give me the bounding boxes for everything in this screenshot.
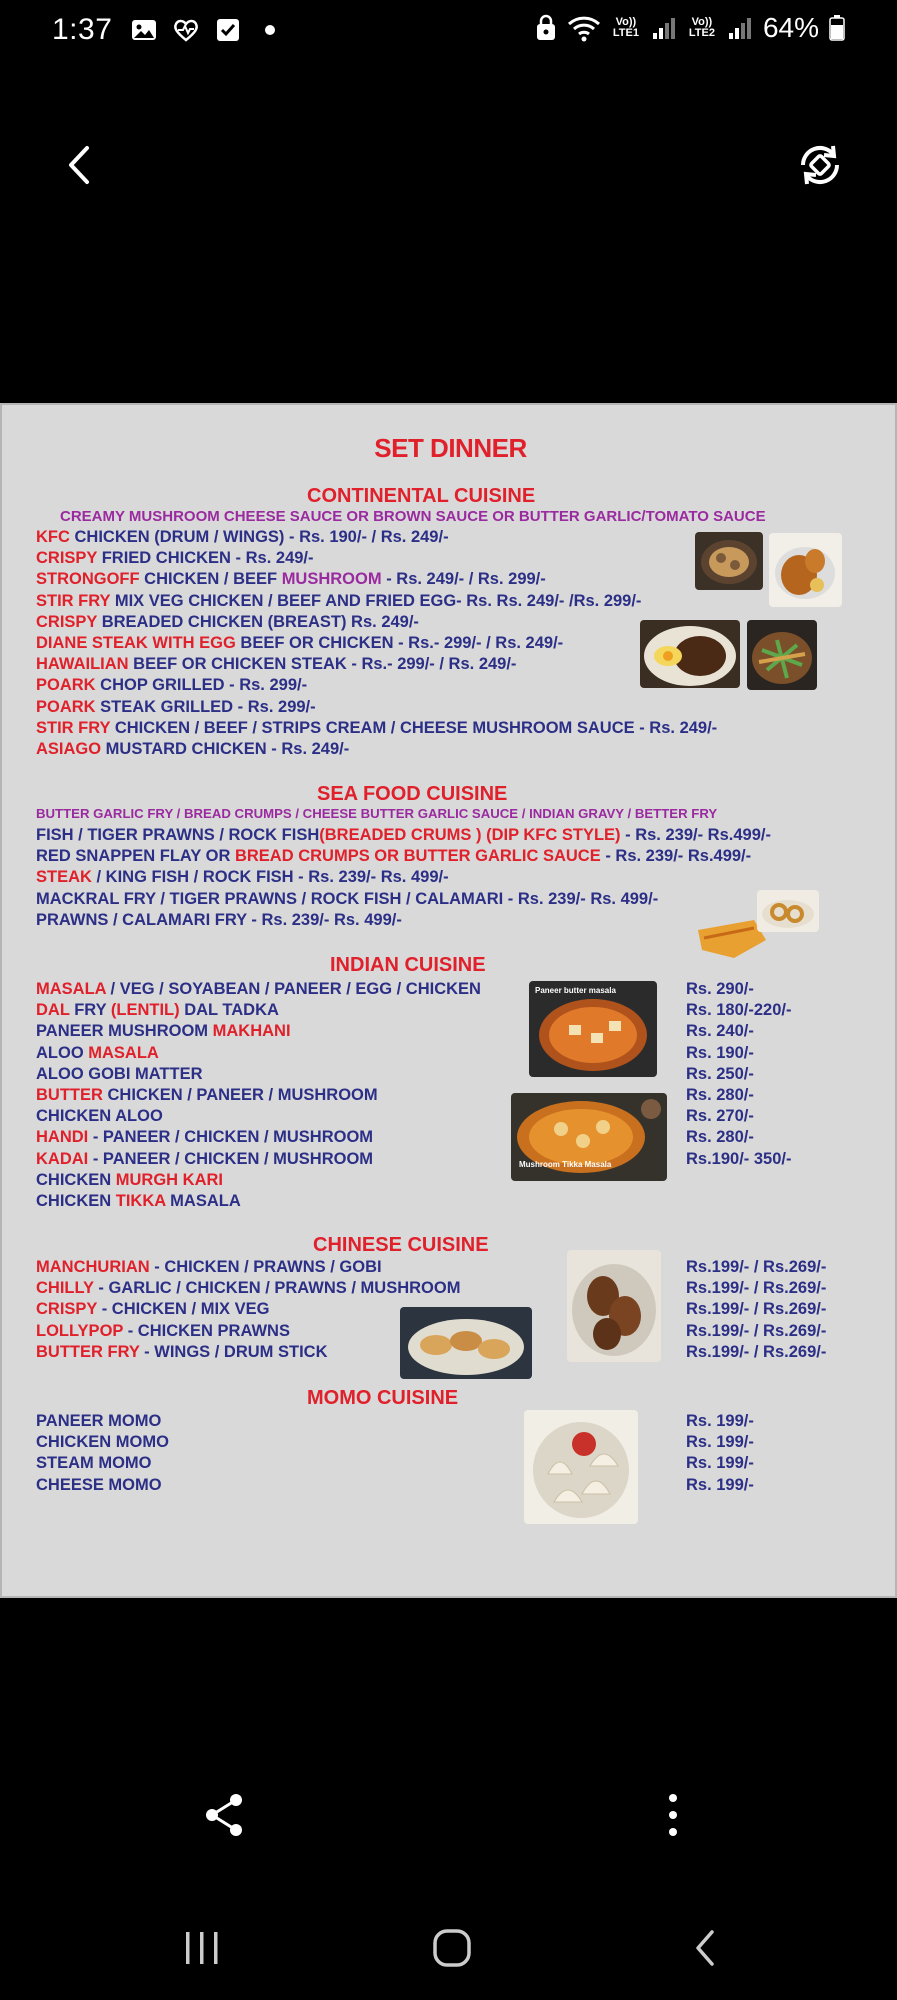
- menu-item-line: [36, 1453, 152, 1474]
- continental-title: CONTINENTAL CUISINE: [307, 485, 536, 507]
- menu-item-text: / KING FISH / ROCK FISH - Rs. 239/- Rs. 499/-: [91, 868, 449, 887]
- menu-item-text: KFC: [36, 528, 70, 546]
- menu-item-text: BUTTER: [36, 1086, 103, 1104]
- indian-title: INDIAN CUISINE: [330, 954, 486, 976]
- menu-item-text: (BREADED CRUMS ) (DIP KFC STYLE): [319, 826, 621, 844]
- menu-item-line: [36, 1064, 203, 1085]
- menu-item-price: Rs. 250/-: [686, 1064, 754, 1083]
- menu-item-line: [36, 910, 402, 931]
- menu-item-text: - CHICKEN PRAWNS: [123, 1321, 290, 1340]
- menu-item-line: [36, 1475, 162, 1496]
- menu-item-text: MANCHURIAN: [36, 1258, 150, 1276]
- menu-item-text: MUSTARD CHICKEN - Rs. 249/-: [101, 740, 350, 758]
- menu-item-line: [36, 1299, 270, 1320]
- food-photo-fried-chicken: [769, 533, 842, 607]
- menu-item-line: [36, 1170, 223, 1191]
- menu-item-line: [36, 1432, 169, 1453]
- menu-item-line: [36, 867, 449, 888]
- menu-item-price: Rs. 290/-: [686, 980, 754, 998]
- menu-item-text: STRONGOFF: [36, 570, 140, 589]
- menu-item-text: POARK: [36, 697, 96, 716]
- menu-item-text: CHICKEN: [36, 1170, 116, 1189]
- food-photo-mushroom-dish: [695, 532, 763, 590]
- menu-item-price: Rs. 199/-: [686, 1412, 754, 1430]
- menu-item-text: PRAWNS / CALAMARI FRY - Rs. 239/- Rs. 499/-: [36, 910, 402, 929]
- menu-item-line: [36, 654, 516, 675]
- menu-item-line: [36, 1106, 163, 1127]
- menu-item-text: CHOP GRILLED - Rs. 299/-: [95, 676, 308, 695]
- menu-item-line: [36, 633, 563, 654]
- menu-item-line: [36, 1342, 328, 1363]
- check-icon: [214, 17, 242, 43]
- system-nav-bar: [0, 1910, 897, 1980]
- food-photo-mushroom-tikka: [511, 1093, 667, 1181]
- menu-item-text: / VEG / SOYABEAN / PANEER / EGG / CHICKEN: [105, 980, 481, 998]
- battery-icon: [829, 14, 845, 42]
- food-photo-chilly-chicken: [567, 1250, 661, 1362]
- menu-item-text: - Rs. 239/- Rs.499/-: [620, 826, 771, 844]
- menu-item-text: DIANE STEAK WITH EGG: [36, 634, 236, 652]
- menu-item-price: Rs.199/- / Rs.269/-: [686, 1258, 827, 1276]
- menu-item-text: FISH / TIGER PRAWNS / ROCK FISH: [36, 826, 320, 844]
- chinese-title: CHINESE CUISINE: [313, 1234, 489, 1256]
- menu-item-text: CRISPY: [36, 612, 98, 631]
- menu-item-text: STIR FRY: [36, 718, 111, 737]
- menu-item-price: Rs. 190/-: [686, 1043, 754, 1062]
- continental-note: CREAMY MUSHROOM CHEESE SAUCE OR BROWN SAUCE OR BUTTER GARLIC/TOMATO SAUCE: [60, 508, 766, 525]
- menu-item-text: CHICKEN ALOO: [36, 1107, 163, 1126]
- menu-item-line: [36, 889, 658, 910]
- health-icon: [172, 17, 200, 43]
- menu-item-text: - CHICKEN / MIX VEG: [97, 1300, 270, 1319]
- menu-item-line: [36, 739, 349, 760]
- menu-item-price: Rs. 199/-: [686, 1433, 754, 1452]
- menu-item-line: [36, 1085, 378, 1106]
- food-photo-momo: [524, 1410, 638, 1524]
- menu-item-text: - Rs. 239/- Rs.499/-: [600, 847, 752, 866]
- menu-item-price: Rs. 199/-: [686, 1454, 754, 1473]
- share-icon[interactable]: [200, 1790, 250, 1840]
- status-time: 1:37: [52, 13, 113, 46]
- signal-icon: [651, 15, 677, 41]
- menu-item-price: Rs. 180/-220/-: [686, 1001, 792, 1020]
- menu-item-text: CHILLY: [36, 1279, 94, 1298]
- menu-item-text: KADAI: [36, 1149, 89, 1168]
- viewer-top-bar: [0, 130, 897, 200]
- menu-image[interactable]: [0, 403, 897, 1598]
- food-photo-steak-egg: [640, 620, 740, 688]
- menu-item-text: FRIED CHICKEN - Rs. 249/-: [97, 549, 314, 568]
- menu-item-text: MUSHROOM: [281, 570, 382, 589]
- menu-item-text: DAL: [36, 1001, 70, 1020]
- menu-item-text: STEAK GRILLED - Rs. 299/-: [95, 697, 316, 716]
- menu-item-text: CHICKEN MOMO: [36, 1433, 169, 1452]
- menu-item-text: MIX VEG CHICKEN / BEEF AND FRIED EGG- Rs. Rs. 249/- /Rs. 299/-: [110, 591, 642, 610]
- menu-item-text: STEAK: [36, 868, 92, 887]
- menu-item-text: MURGH KARI: [115, 1170, 224, 1189]
- menu-item-text: PANEER MUSHROOM: [36, 1022, 213, 1041]
- menu-item-line: [36, 1021, 291, 1042]
- menu-title: SET DINNER: [374, 433, 527, 463]
- menu-item-text: LOLLYPOP: [36, 1321, 124, 1340]
- signal-icon: [727, 15, 753, 41]
- menu-item-price: Rs.199/- / Rs.269/-: [686, 1279, 827, 1298]
- menu-item-text: - WINGS / DRUM STICK: [139, 1342, 328, 1361]
- menu-item-text: ASIAGO: [36, 740, 102, 758]
- menu-item-text: STEAM MOMO: [36, 1454, 152, 1473]
- menu-item-text: CRISPY: [36, 549, 98, 568]
- menu-item-text: MAKHANI: [212, 1022, 291, 1041]
- menu-item-text: DAL TADKA: [179, 1001, 279, 1020]
- menu-item-text: BREADED CHICKEN (BREAST) Rs. 249/-: [97, 612, 419, 631]
- dot-icon: [256, 17, 284, 43]
- menu-item-price: Rs.190/- 350/-: [686, 1149, 792, 1168]
- menu-item-line: [36, 548, 314, 569]
- menu-item-text: CHEESE MOMO: [36, 1475, 162, 1494]
- menu-item-text: CHICKEN: [36, 1192, 116, 1210]
- menu-item-text: MACKRAL FRY / TIGER PRAWNS / ROCK FISH / CALAMARI - Rs. 239/- Rs. 499/-: [36, 889, 659, 908]
- recent-apps-icon[interactable]: [180, 1928, 224, 1968]
- menu-item-text: - PANEER / CHICKEN / MUSHROOM: [88, 1128, 374, 1147]
- status-bar: [0, 0, 897, 60]
- menu-item-line: [36, 612, 419, 633]
- menu-item-price: Rs. 199/-: [686, 1475, 754, 1494]
- menu-item-text: PANEER MOMO: [36, 1412, 162, 1430]
- menu-item-text: MASALA: [165, 1192, 241, 1210]
- menu-item-line: [36, 718, 717, 739]
- photo-caption: Paneer butter masala: [535, 986, 616, 995]
- menu-item-line: [36, 825, 771, 846]
- menu-item-line: [36, 675, 307, 696]
- rotate-icon[interactable]: [793, 138, 847, 192]
- menu-item-line: [36, 569, 546, 590]
- menu-item-text: HAWAILIAN: [36, 655, 129, 674]
- sim1-label: Vo)) LTE1: [612, 16, 639, 39]
- back-icon[interactable]: [690, 1926, 720, 1970]
- menu-item-line: [36, 1411, 161, 1432]
- menu-item-text: ALOO: [36, 1043, 89, 1062]
- menu-item-price: Rs. 280/-: [686, 1128, 754, 1147]
- menu-item-price: Rs.199/- / Rs.269/-: [686, 1342, 827, 1361]
- menu-item-line: [36, 979, 481, 1000]
- menu-item-text: FRY: [69, 1001, 111, 1020]
- menu-item-line: [36, 1127, 373, 1148]
- food-photo-stir-fry: [747, 620, 817, 690]
- seafood-note: BUTTER GARLIC FRY / BREAD CRUMPS / CHEESE BUTTER GARLIC SAUCE / INDIAN GRAVY / BETTER FRY: [36, 806, 718, 821]
- menu-item-line: [36, 1043, 159, 1064]
- viewer-bottom-actions: [0, 1790, 897, 1850]
- menu-item-price: Rs.199/- / Rs.269/-: [686, 1321, 827, 1340]
- status-right: [535, 12, 845, 44]
- menu-item-price: Rs. 240/-: [686, 1022, 754, 1041]
- more-vertical-icon[interactable]: [655, 1790, 691, 1840]
- menu-item-text: TIKKA: [115, 1192, 166, 1210]
- menu-item-price: Rs. 280/-: [686, 1086, 754, 1104]
- menu-item-text: HANDI: [36, 1128, 89, 1147]
- menu-item-text: CHICKEN (DRUM / WINGS) - Rs. 190/- / Rs. 249/-: [69, 528, 449, 546]
- menu-item-price: Rs.199/- / Rs.269/-: [686, 1300, 827, 1319]
- menu-item-text: MASALA: [36, 980, 106, 998]
- menu-item-line: [36, 1257, 382, 1278]
- menu-item-line: [36, 1278, 460, 1299]
- food-photo-crispy-chicken: [400, 1307, 532, 1379]
- menu-item-line: [36, 1191, 241, 1212]
- menu-item-text: (LENTIL): [110, 1001, 180, 1020]
- menu-item-text: BEEF OR CHICKEN - Rs.- 299/- / Rs. 249/-: [235, 634, 564, 652]
- menu-item-line: [36, 527, 449, 548]
- menu-item-text: BEEF OR CHICKEN STEAK - Rs.- 299/- / Rs. 249/-: [128, 655, 517, 674]
- menu-item-text: ALOO GOBI MATTER: [36, 1064, 203, 1083]
- menu-item-text: - CHICKEN / PRAWNS / GOBI: [149, 1258, 382, 1276]
- status-left-icons: [130, 17, 284, 43]
- menu-item-line: [36, 591, 641, 612]
- menu-item-price: Rs. 270/-: [686, 1107, 754, 1126]
- menu-item-line: [36, 1321, 290, 1342]
- lock-icon: [535, 14, 557, 42]
- menu-item-line: [36, 1149, 373, 1170]
- menu-item-text: BREAD CRUMPS OR BUTTER GARLIC SAUCE: [234, 847, 601, 866]
- momo-title: MOMO CUISINE: [307, 1387, 459, 1409]
- menu-item-text: CHICKEN / BEEF / STRIPS CREAM / CHEESE MUSHROOM SAUCE - Rs. 249/-: [110, 718, 718, 737]
- menu-item-text: MASALA: [88, 1043, 159, 1062]
- menu-item-text: BUTTER FRY: [36, 1342, 140, 1361]
- menu-item-text: CHICKEN / BEEF: [139, 570, 282, 589]
- menu-item-line: [36, 697, 316, 718]
- menu-item-text: - GARLIC / CHICKEN / PRAWNS / MUSHROOM: [93, 1279, 461, 1298]
- gallery-icon: [130, 17, 158, 43]
- wifi-icon: [567, 14, 601, 42]
- menu-item-text: CHICKEN / PANEER / MUSHROOM: [102, 1086, 378, 1104]
- food-photo-fried-calamari: [757, 890, 819, 932]
- menu-item-text: - PANEER / CHICKEN / MUSHROOM: [88, 1149, 374, 1168]
- menu-item-line: [36, 1000, 279, 1021]
- sim2-label: Vo)) LTE2: [688, 16, 715, 39]
- food-photo-paneer-butter-masala: [529, 981, 657, 1077]
- home-icon[interactable]: [430, 1926, 474, 1970]
- battery-percent: 64%: [762, 12, 819, 43]
- chevron-left-icon[interactable]: [55, 140, 105, 190]
- menu-item-line: [36, 846, 751, 867]
- menu-item-text: POARK: [36, 676, 96, 695]
- menu-item-text: - Rs. 249/- / Rs. 299/-: [381, 570, 546, 589]
- menu-item-text: RED SNAPPEN FLAY OR: [36, 847, 235, 866]
- menu-item-text: CRISPY: [36, 1300, 98, 1319]
- photo-caption: Mushroom Tikka Masala: [519, 1160, 612, 1169]
- menu-item-text: STIR FRY: [36, 591, 111, 610]
- seafood-title: SEA FOOD CUISINE: [317, 783, 508, 805]
